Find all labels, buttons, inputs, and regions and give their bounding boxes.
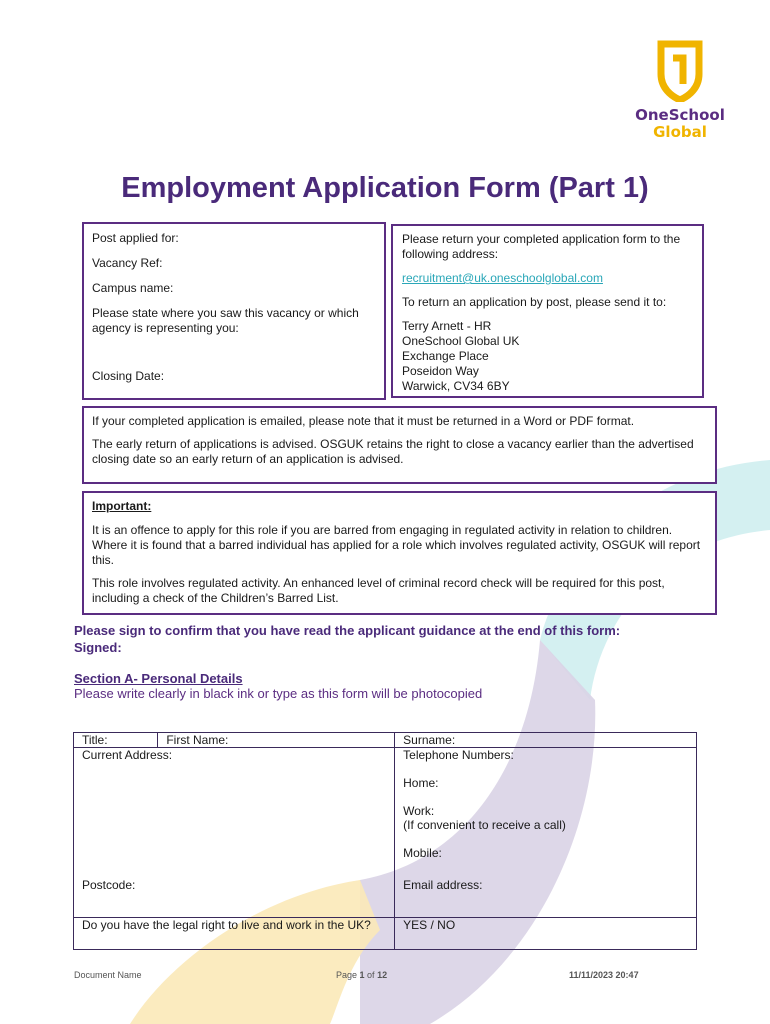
post-details-box [82,222,386,400]
address-line: OneSchool Global UK [402,334,520,348]
recruitment-email-link[interactable]: recruitment@uk.oneschoolglobal.com [402,271,603,285]
footer-datetime: 11/11/2023 20:47 [569,970,639,980]
first-name-label: First Name: [166,733,229,747]
first-name-field[interactable] [158,733,395,748]
current-address-label: Current Address: [82,748,173,762]
signed-label: Signed: [74,640,122,655]
important-heading: Important: [92,499,152,513]
address-line: Exchange Place [402,349,489,363]
telephone-numbers-label: Telephone Numbers: [403,748,514,762]
format-notice-text: If your completed application is emailed, please note that it must be returned in a Word or PDF format. [92,414,635,428]
oneschool-global-logo [620,40,740,150]
right-to-work-question [74,918,395,950]
address-line: Poseidon Way [402,364,479,378]
page-of: of [364,970,378,980]
post-applied-label: Post applied for: [92,231,179,245]
yes-no-option: YES / NO [403,918,456,932]
vacancy-ref-label: Vacancy Ref: [92,256,163,270]
surname-label: Surname: [403,733,456,747]
return-intro: Please return your completed application form to the following address: [402,232,681,261]
work-phone-note: (If convenient to receive a call) [403,818,566,832]
postcode-label: Postcode: [82,878,136,892]
vacancy-source-label: Please state where you saw this vacancy or which agency is representing you: [92,306,359,335]
page-current: 1 [359,970,365,980]
footer-document-name: Document Name [74,970,142,980]
footer-page-number [336,970,387,980]
mobile-phone-label: Mobile: [403,846,442,860]
early-return-text: The early return of applications is advised. OSGUK retains the right to close a vacancy earlier than the advertised closing date so an early return of an application is advised. [92,437,694,466]
telephone-numbers-field[interactable] [395,748,697,918]
return-address-box [391,224,704,398]
post-return-intro: To return an application by post, please send it to: [402,295,667,309]
work-phone-label: Work: [403,804,435,818]
signature-section [74,622,714,656]
title-field[interactable] [74,733,158,748]
important-notice-box [82,491,717,615]
page-title: Employment Application Form (Part 1) [121,172,649,204]
logo-text-oneschool: OneSchool [635,106,725,124]
personal-details-table [73,732,697,950]
email-address-label: Email address: [403,878,483,892]
title-label: Title: [82,733,108,747]
barred-offence-text: It is an offence to apply for this role if you are barred from engaging in regulated activity in relation to children. Where it is found that a barred individual has applied for a role which involves regulated activity, OSGUK will report this. [92,523,701,567]
home-phone-label: Home: [403,776,439,790]
section-a-heading: Section A- Personal Details [74,671,243,686]
current-address-field[interactable] [74,748,395,918]
closing-date-label: Closing Date: [92,369,165,383]
address-line: Terry Arnett - HR [402,319,492,333]
page-total: 12 [377,970,388,980]
right-to-work-label: Do you have the legal right to live and work in the UK? [82,918,371,932]
surname-field[interactable] [395,733,697,748]
regulated-activity-text: This role involves regulated activity. An enhanced level of criminal record check will be required for this post, including a check of the Children’s Barred List. [92,576,665,605]
guidance-confirmation-text: Please sign to confirm that you have read the applicant guidance at the end of this form: [74,623,621,638]
logo-text-global: Global [653,123,707,141]
postal-address [402,319,693,394]
logo-shield-icon [655,40,705,102]
page-prefix: Page [336,970,360,980]
section-a-subtitle: Please write clearly in black ink or type as this form will be photocopied [74,686,483,701]
return-format-notice-box [82,406,717,484]
address-line: Warwick, CV34 6BY [402,379,510,393]
campus-name-label: Campus name: [92,281,174,295]
right-to-work-answer[interactable] [395,918,697,950]
section-a-header [74,671,714,701]
